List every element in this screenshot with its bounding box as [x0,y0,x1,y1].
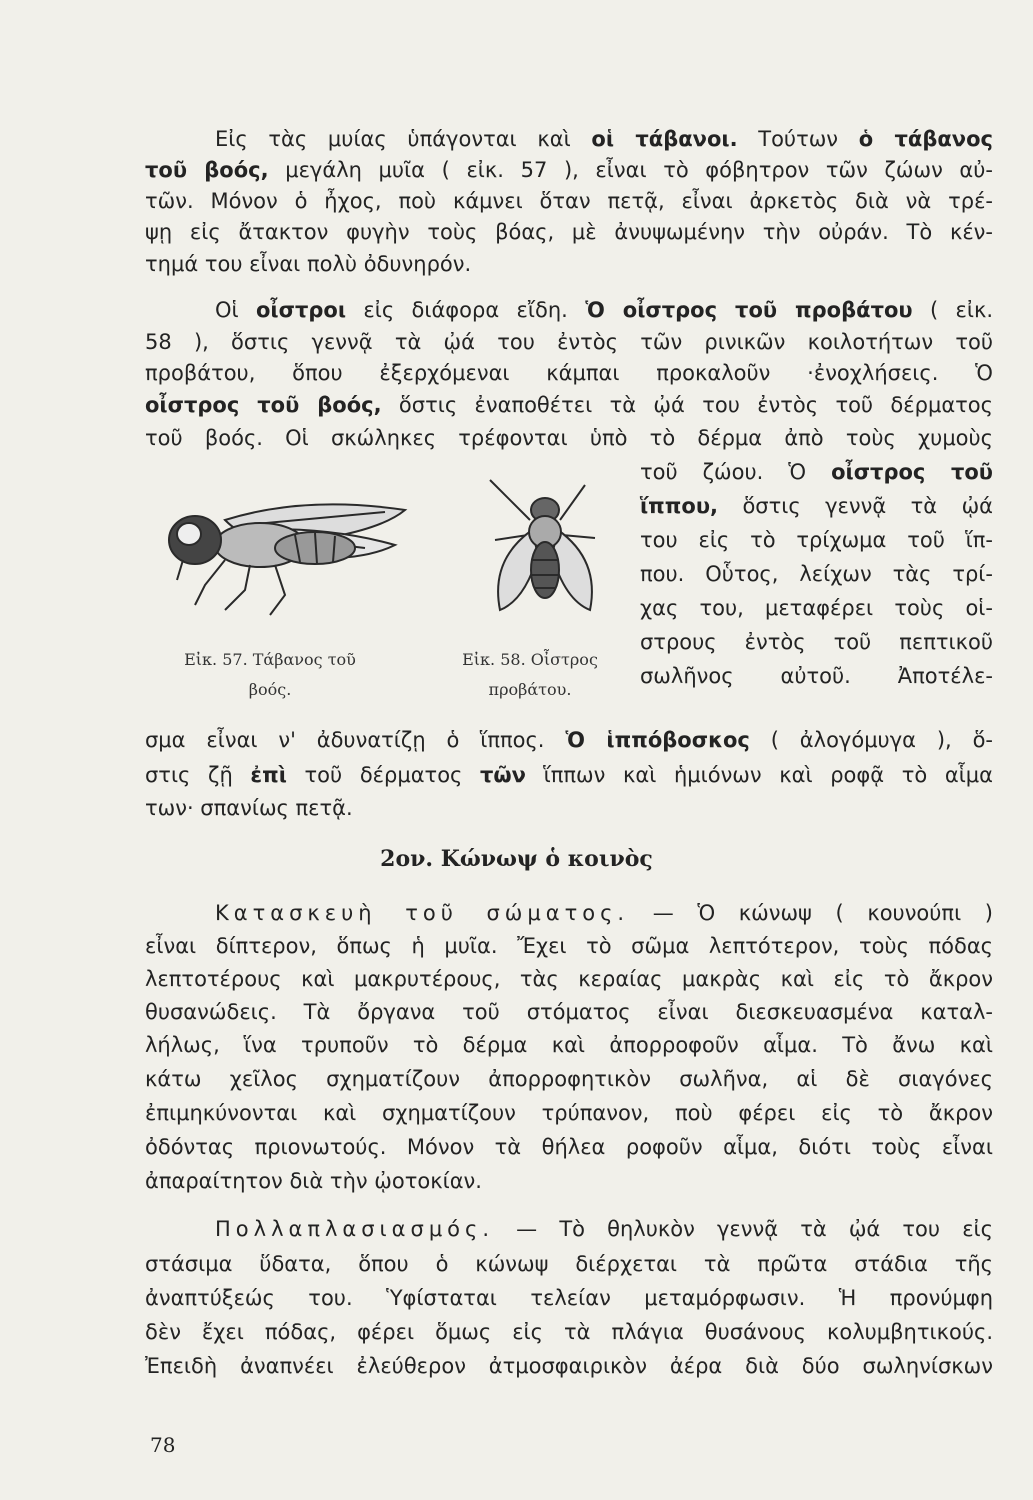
text-line: τοῦ βοός. Οἱ σκώληκες τρέφονται ὑπὸ τὸ δέρμα ἀπὸ τοὺς χυμοὺς [145,426,993,450]
text-line: Πολλαπλασιασμός. — Τὸ θηλυκὸν γεννᾷ τὰ ᾠά του εἰς [215,1217,993,1241]
text-line: προβάτου, ὅπου ἐξερχόμεναι κάμπαι προκαλοῦν ·ἐνοχλήσεις. Ὁ [145,361,993,385]
section-heading: 2ον. Κώνωψ ὁ κοινὸς [380,846,653,872]
text-line: Ἐπειδὴ ἀναπνέει ἐλεύθερον ἀτμοσφαιρικὸν ἀέρα διὰ δύο σωληνίσκων [145,1354,993,1378]
text-line: κάτω χεῖλος σχηματίζουν ἀπορροφητικὸν σωλῆνα, αἱ δὲ σιαγόνες [145,1067,993,1091]
text-line: χας του, μεταφέρει τοὺς οἱ- [640,596,993,620]
text-line: ψῃ εἰς ἄτακτον φυγὴν τοὺς βόας, μὲ ἀνυψωμένην τὴν οὐράν. Τὸ κέν- [145,220,993,244]
text-line: Κατασκευὴ τοῦ σώματος. — Ὁ κώνωψ ( κουνούπι ) [215,901,993,925]
sheep-botfly-illustration [470,470,620,630]
text-line: σμα εἶναι ν' ἀδυνατίζῃ ὁ ἵππος. Ὁ ἱππόβοσκος ( ἀλογόμυγα ), ὅ- [145,728,993,752]
text-line: οἶστρος τοῦ βοός, ὅστις ἐναποθέτει τὰ ᾠά του ἐντὸς τοῦ δέρματος [145,393,993,417]
text-line: του εἰς τὸ τρίχωμα τοῦ ἵπ- [640,528,993,552]
text-line: λήλως, ἵνα τρυποῦν τὸ δέρμα καὶ ἀπορροφοῦν αἷμα. Τὸ ἄνω καὶ [145,1033,993,1057]
text-line: λεπτοτέρους καὶ μακρυτέρους, τὰς κεραίας μακρὰς καὶ εἰς τὸ ἄκρον [145,967,993,991]
text-line: εἶναι δίπτερον, ὅπως ἡ μυῖα. Ἔχει τὸ σῶμα λεπτότερον, τοὺς πόδας [145,934,993,958]
text-line: που. Οὗτος, λείχων τὰς τρί- [640,562,993,586]
text-line: ἵππου, ὅστις γεννᾷ τὰ ᾠά [640,494,993,518]
text-line: θυσανώδεις. Τὰ ὄργανα τοῦ στόματος εἶναι διεσκευασμένα καταλ- [145,1000,993,1024]
text-line: τῶν. Μόνον ὁ ἦχος, ποὺ κάμνει ὅταν πετᾷ, εἶναι ἀρκετὸς διὰ νὰ τρέ- [145,189,993,213]
text-line: των· σπανίως πετᾷ. [145,796,353,820]
text-line: ἐπιμηκύνονται καὶ σχηματίζουν τρύπανον, ποὺ φέρει εἰς τὸ ἄκρον [145,1101,993,1125]
text-line: Εἰς τὰς μυίας ὑπάγονται καὶ οἱ τάβανοι. Τούτων ὁ τάβανος [215,127,993,151]
text-line: στις ζῇ ἐπὶ τοῦ δέρματος τῶν ἵππων καὶ ἡμιόνων καὶ ροφᾷ τὸ αἷμα [145,763,994,787]
text-line: στάσιμα ὕδατα, ὅπου ὁ κώνωψ διέρχεται τὰ πρῶτα στάδια τῆς [145,1252,993,1276]
text-line: τημά του εἶναι πολὺ ὀδυνηρόν. [145,252,472,276]
text-line: δὲν ἔχει πόδας, φέρει ὅμως εἰς τὰ πλάγια θυσάνους κολυμβητικούς. [145,1320,993,1344]
text-line: 58 ), ὅστις γεννᾷ τὰ ᾠά του ἐντὸς τῶν ρινικῶν κοιλοτήτων τοῦ [145,330,993,354]
text-line: ὀδόντας πριονωτούς. Μόνον τὰ θήλεα ροφοῦν αἷμα, διότι τοὺς εἶναι [145,1135,993,1159]
text-line: στρους ἐντὸς τοῦ πεπτικοῦ [640,630,993,654]
text-line: τοῦ ζώου. Ὁ οἶστρος τοῦ [640,460,993,484]
page-number: 78 [150,1433,176,1457]
horse-fly-illustration [155,490,415,620]
figure-58-caption: Εἰκ. 58. Οἶστρος προβάτου. [462,650,598,699]
text-line: Οἱ οἶστροι εἰς διάφορα εἴδη. Ὁ οἶστρος τοῦ προβάτου ( εἰκ. [215,298,994,322]
text-line: σωλῆνος αὐτοῦ. Ἀποτέλε- [640,664,993,688]
text-line: ἀναπτύξεώς του. Ὑφίσταται τελείαν μεταμόρφωσιν. Ἡ προνύμφη [145,1286,993,1310]
figure-57-caption: Εἰκ. 57. Τάβανος τοῦ βοός. [184,650,356,699]
text-line: ἀπαραίτητον διὰ τὴν ᾠοτοκίαν. [145,1169,482,1193]
text-line: τοῦ βοός, μεγάλη μυῖα ( εἰκ. 57 ), εἶναι τὸ φόβητρον τῶν ζώων αὐ- [145,158,993,182]
